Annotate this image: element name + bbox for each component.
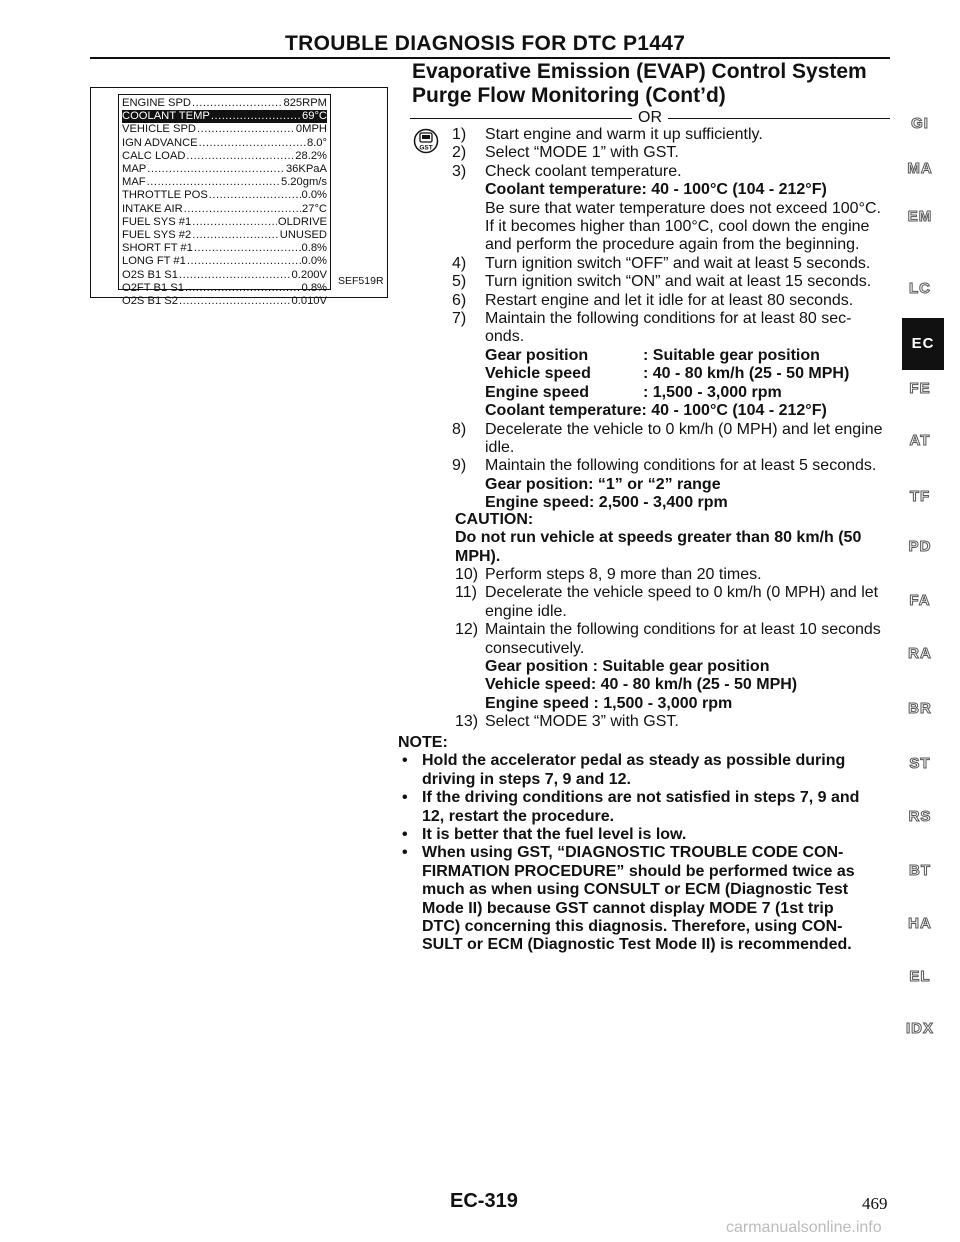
step-number: 11) <box>455 584 477 602</box>
step-text: Check coolant temperature. <box>485 162 682 180</box>
step-text: Start engine and warm it up sufficiently. <box>485 126 763 143</box>
step-6 <box>452 292 897 310</box>
tab-st[interactable]: ST <box>909 755 931 772</box>
title-rule <box>90 57 890 59</box>
step-detail: and perform the procedure again from the beginning. <box>485 236 860 254</box>
monitor-row <box>122 282 327 295</box>
condition-row: Engine speed : 1,500 - 3,000 rpm <box>485 694 733 712</box>
monitor-label: IGN ADVANCE <box>122 136 198 149</box>
tab-el[interactable]: EL <box>909 968 931 985</box>
caution-text: Do not run vehicle at speeds greater than 80 km/h (50 <box>455 529 862 547</box>
coolant-spec: Coolant temperature: 40 - 100°C (104 - 212°F) <box>485 181 827 199</box>
step-7 <box>452 310 897 420</box>
monitor-row <box>122 163 327 176</box>
section-title <box>412 60 912 108</box>
monitor-row <box>122 269 327 282</box>
step-text: Select “MODE 1” with GST. <box>485 144 679 162</box>
step-text: engine idle. <box>485 602 567 620</box>
monitor-leader-dots <box>185 282 301 295</box>
monitor-leader-dots <box>199 137 306 150</box>
note-text: DTC) concerning this diagnosis. Therefore, using CON- <box>422 918 843 936</box>
step-text: Perform steps 8, 9 more than 20 times. <box>485 566 762 583</box>
note-block <box>398 734 896 955</box>
step-number: 2) <box>452 144 467 162</box>
monitor-label: COOLANT TEMP <box>122 110 210 123</box>
step-number: 9) <box>452 457 467 475</box>
monitor-row <box>122 176 327 189</box>
step-number: 10) <box>455 566 479 583</box>
monitor-label: SHORT FT #1 <box>122 242 193 255</box>
monitor-label: THROTTLE POS <box>122 189 208 202</box>
procedure-steps-10-13 <box>455 566 895 732</box>
section-title-line1: Evaporative Emission (EVAP) Control System <box>412 60 867 83</box>
note-text: If the driving conditions are not satisfied in steps 7, 9 and <box>422 789 860 807</box>
step-4 <box>452 255 897 273</box>
step-detail: If it becomes higher than 100°C, cool down the engine <box>485 218 870 236</box>
monitor-label: O2S B1 S1 <box>122 268 178 281</box>
note-bullet <box>398 789 896 826</box>
monitor-label: MAP <box>122 163 147 176</box>
step-text: idle. <box>485 438 515 456</box>
tab-bt[interactable]: BT <box>909 862 931 879</box>
step-3 <box>452 163 897 255</box>
step-number: 6) <box>452 291 467 309</box>
monitor-leader-dots <box>147 163 285 176</box>
coolant-spec: Coolant temperature: 40 - 100°C (104 - 212°F) <box>485 402 827 420</box>
monitor-row <box>122 242 327 255</box>
step-text: Maintain the following conditions for at least 80 sec- <box>485 310 852 328</box>
step-text: consecutively. <box>485 639 585 657</box>
step-text: Turn ignition switch “OFF” and wait at least 5 seconds. <box>485 254 871 272</box>
step-text: Maintain the following conditions for at least 10 seconds <box>485 621 881 639</box>
condition-key: Vehicle speed <box>485 365 591 383</box>
gst-icon-label: GST <box>419 144 433 152</box>
condition-value: : 1,500 - 3,000 rpm <box>643 383 782 401</box>
monitor-label: FUEL SYS #1 <box>122 215 192 228</box>
watermark: carmanualsonline.info <box>726 1219 882 1236</box>
tab-br[interactable]: BR <box>908 700 932 717</box>
bullet-icon: • <box>402 752 408 770</box>
figure-box <box>90 87 388 308</box>
monitor-row <box>122 295 327 308</box>
tab-pd[interactable]: PD <box>908 538 932 555</box>
monitor-row <box>122 150 327 163</box>
monitor-value: OLDRIVE <box>277 215 327 228</box>
caution-text: MPH). <box>455 547 501 565</box>
condition-row <box>485 384 897 402</box>
step-number: 12) <box>455 621 479 639</box>
step-text: onds. <box>485 328 525 346</box>
section-title-line2: Purge Flow Monitoring (Cont’d) <box>412 84 726 107</box>
monitor-label: CALC LOAD <box>122 149 186 162</box>
condition-row <box>485 347 897 365</box>
monitor-value: 69°C <box>302 110 327 123</box>
step-13 <box>455 713 895 731</box>
step-number: 3) <box>452 162 467 180</box>
or-line-left <box>410 118 632 119</box>
monitor-value: 27°C <box>302 202 327 215</box>
monitor-row <box>122 203 327 216</box>
monitor-row <box>122 216 327 229</box>
bullet-icon: • <box>402 826 408 844</box>
note-text: 12, restart the procedure. <box>422 807 615 825</box>
note-text: FIRMATION PROCEDURE” should be performed twice as <box>422 862 855 880</box>
condition-key: Engine speed <box>485 383 590 401</box>
tab-fe[interactable]: FE <box>909 380 931 397</box>
condition-row: Vehicle speed: 40 - 80 km/h (25 - 50 MPH) <box>485 676 798 694</box>
note-text: driving in steps 7, 9 and 12. <box>422 770 631 788</box>
step-text: Maintain the following conditions for at least 5 seconds. <box>485 457 877 475</box>
note-text: SULT or ECM (Diagnostic Test Mode II) is recommended. <box>422 936 852 954</box>
monitor-value: 8.0° <box>306 136 327 149</box>
monitor-value: 825RPM <box>283 97 327 109</box>
note-text: Mode II) because GST cannot display MODE 7 (1st trip <box>422 899 834 917</box>
monitor-value: UNUSED <box>279 229 327 242</box>
data-monitor-screen <box>118 94 331 308</box>
step-text: Decelerate the vehicle to 0 km/h (0 MPH) and let engine <box>485 420 883 438</box>
monitor-value: 0.0% <box>301 189 327 202</box>
monitor-row <box>122 110 327 123</box>
page-number: 469 <box>862 1194 888 1213</box>
step-text: Select “MODE 3” with GST. <box>485 713 679 731</box>
or-label: OR <box>638 109 662 126</box>
monitor-row <box>122 229 327 242</box>
step-number: 8) <box>452 420 467 438</box>
monitor-leader-dots <box>192 216 277 229</box>
step-number: 5) <box>452 273 467 291</box>
monitor-row <box>122 189 327 202</box>
procedure-steps-1-9 <box>452 126 897 513</box>
step-text: Decelerate the vehicle speed to 0 km/h (0 MPH) and let <box>485 584 879 602</box>
step-10 <box>455 566 895 584</box>
figure-code: SEF519R <box>338 275 384 287</box>
tab-idx[interactable]: IDX <box>905 1020 934 1037</box>
monitor-value: 0.8% <box>301 242 327 255</box>
monitor-leader-dots <box>209 189 301 202</box>
tab-ha[interactable]: HA <box>908 915 932 932</box>
note-bullet <box>398 752 896 789</box>
step-number: 13) <box>455 713 479 731</box>
step-1 <box>452 126 897 144</box>
note-bullet <box>398 844 896 954</box>
condition-row <box>485 365 897 383</box>
monitor-value: 0.200V <box>291 268 327 281</box>
monitor-label: O2S B1 S2 <box>122 295 178 308</box>
monitor-label: VEHICLE SPD <box>122 123 196 136</box>
monitor-leader-dots <box>147 176 280 189</box>
condition-key: Gear position <box>485 346 589 364</box>
or-line-right <box>668 118 890 119</box>
monitor-label: MAF <box>122 176 146 189</box>
step-text: Restart engine and let it idle for at least 80 seconds. <box>485 291 854 309</box>
caution-label: CAUTION: <box>455 511 534 528</box>
step-number: 1) <box>452 126 467 143</box>
gst-tool-icon <box>413 128 439 154</box>
monitor-leader-dots <box>192 229 279 242</box>
monitor-leader-dots <box>192 97 282 110</box>
tab-rs[interactable]: RS <box>908 808 932 825</box>
bullet-icon: • <box>402 789 408 807</box>
monitor-value: 28.2% <box>295 149 327 162</box>
tab-gi[interactable]: GI <box>911 115 929 132</box>
tab-ra[interactable]: RA <box>908 645 932 662</box>
tab-lc[interactable]: LC <box>909 280 931 297</box>
monitor-leader-dots <box>187 255 301 268</box>
monitor-leader-dots <box>194 242 301 255</box>
tab-ec[interactable]: EC <box>902 318 944 370</box>
note-text: When using GST, “DIAGNOSTIC TROUBLE CODE CON- <box>422 844 844 862</box>
or-separator <box>410 108 890 128</box>
page-title: TROUBLE DIAGNOSIS FOR DTC P1447 <box>285 32 686 55</box>
monitor-value: 0MPH <box>295 123 327 136</box>
caution-block <box>455 511 895 566</box>
step-2 <box>452 144 897 162</box>
bullet-icon: • <box>402 844 408 862</box>
monitor-leader-dots <box>211 110 301 123</box>
monitor-label: FUEL SYS #2 <box>122 229 192 242</box>
monitor-value: 5.20gm/s <box>280 176 327 189</box>
tab-ma[interactable]: MA <box>907 160 933 177</box>
monitor-value: 0.8% <box>301 281 327 294</box>
step-8 <box>452 421 897 458</box>
tab-at[interactable]: AT <box>909 432 931 449</box>
note-bullet <box>398 826 896 844</box>
tab-fa[interactable]: FA <box>909 592 931 609</box>
monitor-value: 36KPaA <box>285 163 327 176</box>
section-index-tabs <box>900 0 960 1242</box>
step-number: 7) <box>452 310 467 328</box>
condition-value: : Suitable gear position <box>643 346 820 364</box>
condition-value: : 40 - 80 km/h (25 - 50 MPH) <box>643 365 850 383</box>
gear-spec: Gear position: “1” or “2” range <box>485 475 721 493</box>
step-5 <box>452 273 897 291</box>
monitor-label: INTAKE AIR <box>122 202 183 215</box>
step-12 <box>455 621 895 713</box>
note-text: much as when using CONSULT or ECM (Diagnostic Test <box>422 881 849 899</box>
tab-em[interactable]: EM <box>907 208 933 225</box>
note-text: Hold the accelerator pedal as steady as possible during <box>422 752 846 770</box>
monitor-value: 0.010V <box>291 295 327 308</box>
condition-row: Gear position : Suitable gear position <box>485 658 770 676</box>
engine-spec: Engine speed: 2,500 - 3,400 rpm <box>485 494 728 512</box>
monitor-value: 0.0% <box>301 255 327 268</box>
monitor-row <box>122 255 327 268</box>
monitor-leader-dots <box>179 269 291 282</box>
step-text: Turn ignition switch “ON” and wait at least 15 seconds. <box>485 273 872 291</box>
monitor-label: ENGINE SPD <box>122 97 192 109</box>
monitor-row <box>122 97 327 110</box>
monitor-leader-dots <box>197 123 295 136</box>
monitor-leader-dots <box>186 150 294 163</box>
note-text: It is better that the fuel level is low. <box>422 826 687 844</box>
monitor-leader-dots <box>179 295 291 308</box>
step-11 <box>455 584 895 621</box>
step-number: 4) <box>452 254 467 272</box>
monitor-label: O2FT B1 S1 <box>122 281 184 294</box>
monitor-label: LONG FT #1 <box>122 255 186 268</box>
monitor-row <box>122 123 327 136</box>
page-code: EC-319 <box>450 1190 518 1212</box>
tab-tf[interactable]: TF <box>909 488 931 505</box>
note-label: NOTE: <box>398 734 448 751</box>
monitor-row <box>122 137 327 150</box>
monitor-leader-dots <box>184 203 301 216</box>
step-9 <box>452 457 897 512</box>
step-detail: Be sure that water temperature does not exceed 100°C. <box>485 199 881 217</box>
